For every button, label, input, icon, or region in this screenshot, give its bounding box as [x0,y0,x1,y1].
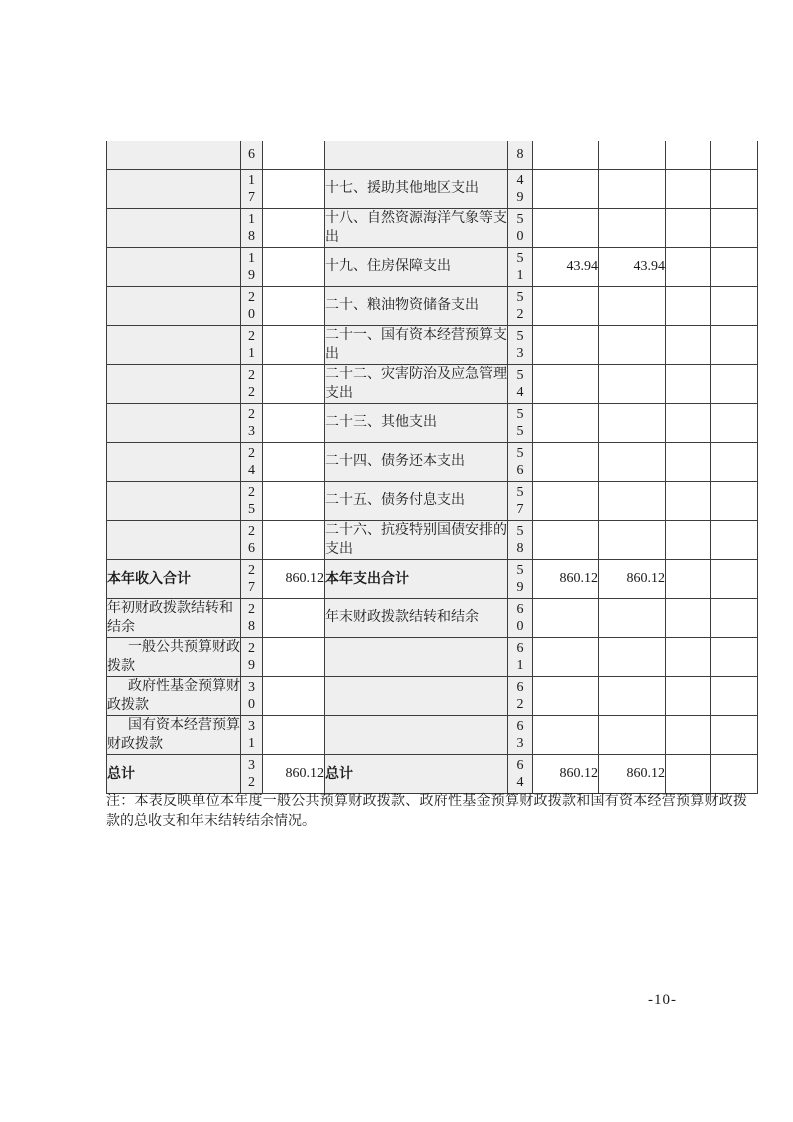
table-row [107,247,758,286]
expense-amount-cell-4 [711,169,758,208]
expense-item-cell: 二十一、国有资本经营预算支出 [325,325,508,364]
expense-line-no-cell: 6 4 [508,754,533,793]
income-line-no-cell: 3 1 [241,715,263,754]
income-line-no-cell: 2 5 [241,481,263,520]
expense-amount-cell-4 [711,520,758,559]
expense-amount-cell-4 [711,442,758,481]
expense-amount-cell-4 [711,286,758,325]
expense-amount-cell-2 [599,169,666,208]
income-amount-cell [263,676,325,715]
income-line-no-cell: 2 2 [241,364,263,403]
expense-amount-cell-4 [711,364,758,403]
expense-amount-cell-3 [666,442,711,481]
income-item-cell: 政府性基金预算财政拨款 [107,676,241,715]
income-amount-cell: 860.12 [263,754,325,793]
table-row [107,676,758,715]
income-amount-cell [263,481,325,520]
expense-amount-cell-4 [711,247,758,286]
income-item-cell [107,442,241,481]
expense-item-cell: 本年支出合计 [325,559,508,598]
income-amount-cell [263,442,325,481]
expense-amount-cell-1 [533,208,599,247]
table-row [107,598,758,637]
income-line-no-cell: 2 9 [241,637,263,676]
income-amount-cell [263,325,325,364]
expense-amount-cell-2 [599,715,666,754]
table-note: 注：本表反映单位本年度一般公共预算财政拨款、政府性基金预算财政拨款和国有资本经营预算财政拨款的总收支和年末结转结余情况。 [106,794,747,829]
income-item-cell [107,520,241,559]
expense-amount-cell-4 [711,208,758,247]
income-item-cell [107,247,241,286]
expense-amount-cell-1 [533,403,599,442]
expense-amount-cell-4 [711,676,758,715]
expense-amount-cell-2: 43.94 [599,247,666,286]
expense-amount-cell-4 [711,325,758,364]
income-line-no-cell: 2 3 [241,403,263,442]
expense-amount-cell-2 [599,637,666,676]
income-amount-cell [263,169,325,208]
expense-amount-cell-2 [599,520,666,559]
expense-amount-cell-2: 860.12 [599,559,666,598]
expense-amount-cell-1: 860.12 [533,754,599,793]
expense-item-cell: 二十三、其他支出 [325,403,508,442]
expense-amount-cell-2 [599,325,666,364]
income-amount-cell [263,247,325,286]
income-amount-cell [263,403,325,442]
expense-line-no-cell: 6 3 [508,715,533,754]
expense-amount-cell-3 [666,247,711,286]
expense-line-no-cell: 6 0 [508,598,533,637]
expense-amount-cell-1 [533,442,599,481]
income-line-no-cell: 2 0 [241,286,263,325]
expense-line-no-cell: 5 8 [508,520,533,559]
expense-line-no-cell: 5 0 [508,208,533,247]
expense-amount-cell-1 [533,481,599,520]
income-amount-cell: 860.12 [263,559,325,598]
expense-item-cell: 十七、援助其他地区支出 [325,169,508,208]
income-amount-cell [263,715,325,754]
table-row [107,559,758,598]
income-item-cell: 国有资本经营预算财政拨款 [107,715,241,754]
page-number: -10- [648,992,677,1008]
income-item-cell: 本年收入合计 [107,559,241,598]
expense-amount-cell-3 [666,559,711,598]
expense-amount-cell-2 [599,286,666,325]
table-row [107,715,758,754]
income-item-cell [107,208,241,247]
table-row [107,520,758,559]
expense-item-cell: 十八、自然资源海洋气象等支出 [325,208,508,247]
expense-amount-cell-1 [533,637,599,676]
income-item-cell [107,286,241,325]
income-line-no-cell: 1 8 [241,208,263,247]
income-item-cell [107,325,241,364]
expense-line-no-cell: 4 9 [508,169,533,208]
expense-amount-cell-3 [666,364,711,403]
expense-amount-cell-4 [711,598,758,637]
expense-item-cell: 二十六、抗疫特别国债安排的支出 [325,520,508,559]
expense-amount-cell-1 [533,715,599,754]
expense-amount-cell-1 [533,520,599,559]
income-line-no-cell: 2 6 [241,520,263,559]
expense-amount-cell-2: 860.12 [599,754,666,793]
expense-line-no-cell: 8 [508,141,533,169]
expense-item-cell: 二十五、债务付息支出 [325,481,508,520]
expense-line-no-cell: 5 4 [508,364,533,403]
expense-amount-cell-3 [666,520,711,559]
expense-item-cell [325,637,508,676]
income-item-cell: 一般公共预算财政拨款 [107,637,241,676]
expense-item-cell: 总计 [325,754,508,793]
income-line-no-cell: 6 [241,141,263,169]
expense-amount-cell-1 [533,364,599,403]
expense-amount-cell-1: 860.12 [533,559,599,598]
expense-amount-cell-1 [533,169,599,208]
table-row [107,141,758,169]
table-row [107,208,758,247]
expense-amount-cell-1 [533,598,599,637]
expense-amount-cell-3 [666,403,711,442]
expense-item-cell: 二十、粮油物资储备支出 [325,286,508,325]
income-line-no-cell: 3 2 [241,754,263,793]
expense-amount-cell-1 [533,286,599,325]
expense-amount-cell-2 [599,364,666,403]
expense-amount-cell-2 [599,442,666,481]
expense-amount-cell-4 [711,403,758,442]
expense-amount-cell-4 [711,481,758,520]
income-item-cell: 年初财政拨款结转和结余 [107,598,241,637]
expense-line-no-cell: 5 1 [508,247,533,286]
expense-line-no-cell: 5 9 [508,559,533,598]
income-amount-cell [263,598,325,637]
expense-item-cell [325,141,508,169]
expense-item-cell: 二十四、债务还本支出 [325,442,508,481]
expense-amount-cell-4 [711,141,758,169]
expense-item-cell: 十九、住房保障支出 [325,247,508,286]
expense-line-no-cell: 5 7 [508,481,533,520]
expense-amount-cell-3 [666,208,711,247]
income-line-no-cell: 2 1 [241,325,263,364]
expense-amount-cell-3 [666,141,711,169]
expense-amount-cell-3 [666,676,711,715]
income-line-no-cell: 1 7 [241,169,263,208]
expense-line-no-cell: 6 2 [508,676,533,715]
table-row [107,754,758,793]
income-line-no-cell: 3 0 [241,676,263,715]
table-row [107,403,758,442]
income-item-cell [107,169,241,208]
expense-amount-cell-3 [666,481,711,520]
expense-item-cell: 年末财政拨款结转和结余 [325,598,508,637]
expense-amount-cell-2 [599,141,666,169]
expense-amount-cell-3 [666,169,711,208]
table-row [107,169,758,208]
income-item-cell [107,481,241,520]
expense-amount-cell-3 [666,598,711,637]
expense-line-no-cell: 6 1 [508,637,533,676]
income-line-no-cell: 2 8 [241,598,263,637]
income-amount-cell [263,286,325,325]
income-line-no-cell: 2 4 [241,442,263,481]
expense-amount-cell-2 [599,403,666,442]
income-item-cell: 总计 [107,754,241,793]
income-line-no-cell: 2 7 [241,559,263,598]
income-amount-cell [263,364,325,403]
expense-amount-cell-3 [666,715,711,754]
income-amount-cell [263,208,325,247]
income-line-no-cell: 1 9 [241,247,263,286]
table-row [107,325,758,364]
budget-table-body [107,141,758,793]
expense-amount-cell-4 [711,559,758,598]
expense-amount-cell-4 [711,754,758,793]
expense-line-no-cell: 5 3 [508,325,533,364]
expense-amount-cell-2 [599,598,666,637]
income-item-cell [107,403,241,442]
expense-amount-cell-1: 43.94 [533,247,599,286]
table-row [107,481,758,520]
table-row [107,286,758,325]
expense-amount-cell-3 [666,754,711,793]
income-item-cell [107,364,241,403]
expense-amount-cell-2 [599,676,666,715]
fund-balance-table [106,141,758,794]
expense-amount-cell-2 [599,481,666,520]
income-item-cell [107,141,241,169]
expense-item-cell [325,715,508,754]
expense-amount-cell-1 [533,676,599,715]
expense-item-cell: 二十二、灾害防治及应急管理支出 [325,364,508,403]
income-amount-cell [263,520,325,559]
expense-amount-cell-4 [711,637,758,676]
expense-amount-cell-4 [711,715,758,754]
income-amount-cell [263,141,325,169]
expense-amount-cell-3 [666,637,711,676]
expense-amount-cell-1 [533,325,599,364]
expense-line-no-cell: 5 6 [508,442,533,481]
table-row [107,364,758,403]
income-amount-cell [263,637,325,676]
expense-amount-cell-1 [533,141,599,169]
expense-item-cell [325,676,508,715]
table-row [107,637,758,676]
expense-amount-cell-2 [599,208,666,247]
table-row [107,442,758,481]
expense-line-no-cell: 5 2 [508,286,533,325]
expense-amount-cell-3 [666,325,711,364]
expense-amount-cell-3 [666,286,711,325]
expense-line-no-cell: 5 5 [508,403,533,442]
